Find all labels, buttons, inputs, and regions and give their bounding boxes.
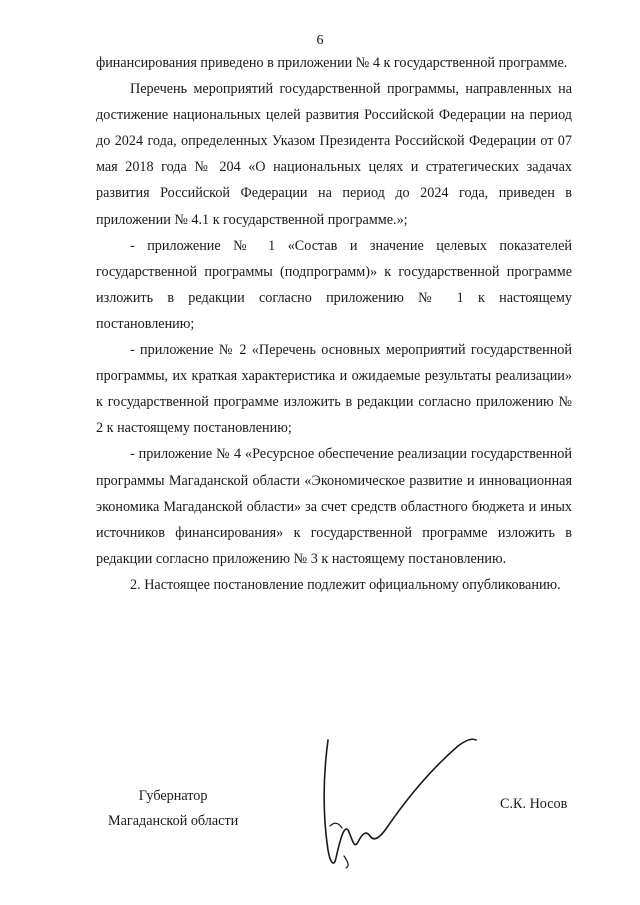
signatory-title-line2: Магаданской области <box>108 813 239 829</box>
paragraph-appendix-2: - приложение № 2 «Перечень основных мероприятий государственной программы, их краткая характеристика и ожидаемые результаты реализации» к государственной программе изложить в редакции согласно приложению № 2 к настоящему постановлению; <box>96 342 572 437</box>
paragraph-national-goals: Перечень мероприятий государственной программы, направленных на достижение национальных целей развития Российской Федерации на период до 2024 года, определенных Указом Президента Российской Федерации от 07 мая 2018 года № 204 «О национальных целях и стратегических задачах развития Российской Федерации на период до 2024 года, приведен в приложении № 4.1 к государственной программе.»; <box>96 81 572 228</box>
signer-name: С.К. Носов <box>500 796 568 812</box>
paragraph-publication: 2. Настоящее постановление подлежит официальному опубликованию. <box>130 576 561 593</box>
paragraph-financing-continuation: финансирования приведено в приложении № 4 к государственной программе. <box>96 55 568 71</box>
signatory-title-line1: Губернатор <box>138 788 208 804</box>
paragraph-appendix-1: - приложение № 1 «Состав и значение целевых показателей государственной программы (подпрограмм)» к государственной программе изложить в редакции согласно приложению № 1 к настоящему постановлению; <box>96 237 572 332</box>
document-body <box>96 50 572 598</box>
paragraph-appendix-4: - приложение № 4 «Ресурсное обеспечение реализации государственной программы Магаданской области «Экономическое развитие и инновационная экономика Магаданской области» за счет средств областного бюджета и иных источников финансирования» к государственной программе изложить в редакции согласно приложению № 3 к настоящему постановлению. <box>96 446 572 567</box>
page-number: 6 <box>316 33 324 48</box>
signatory-title <box>108 784 238 834</box>
handwritten-signature <box>310 730 490 880</box>
